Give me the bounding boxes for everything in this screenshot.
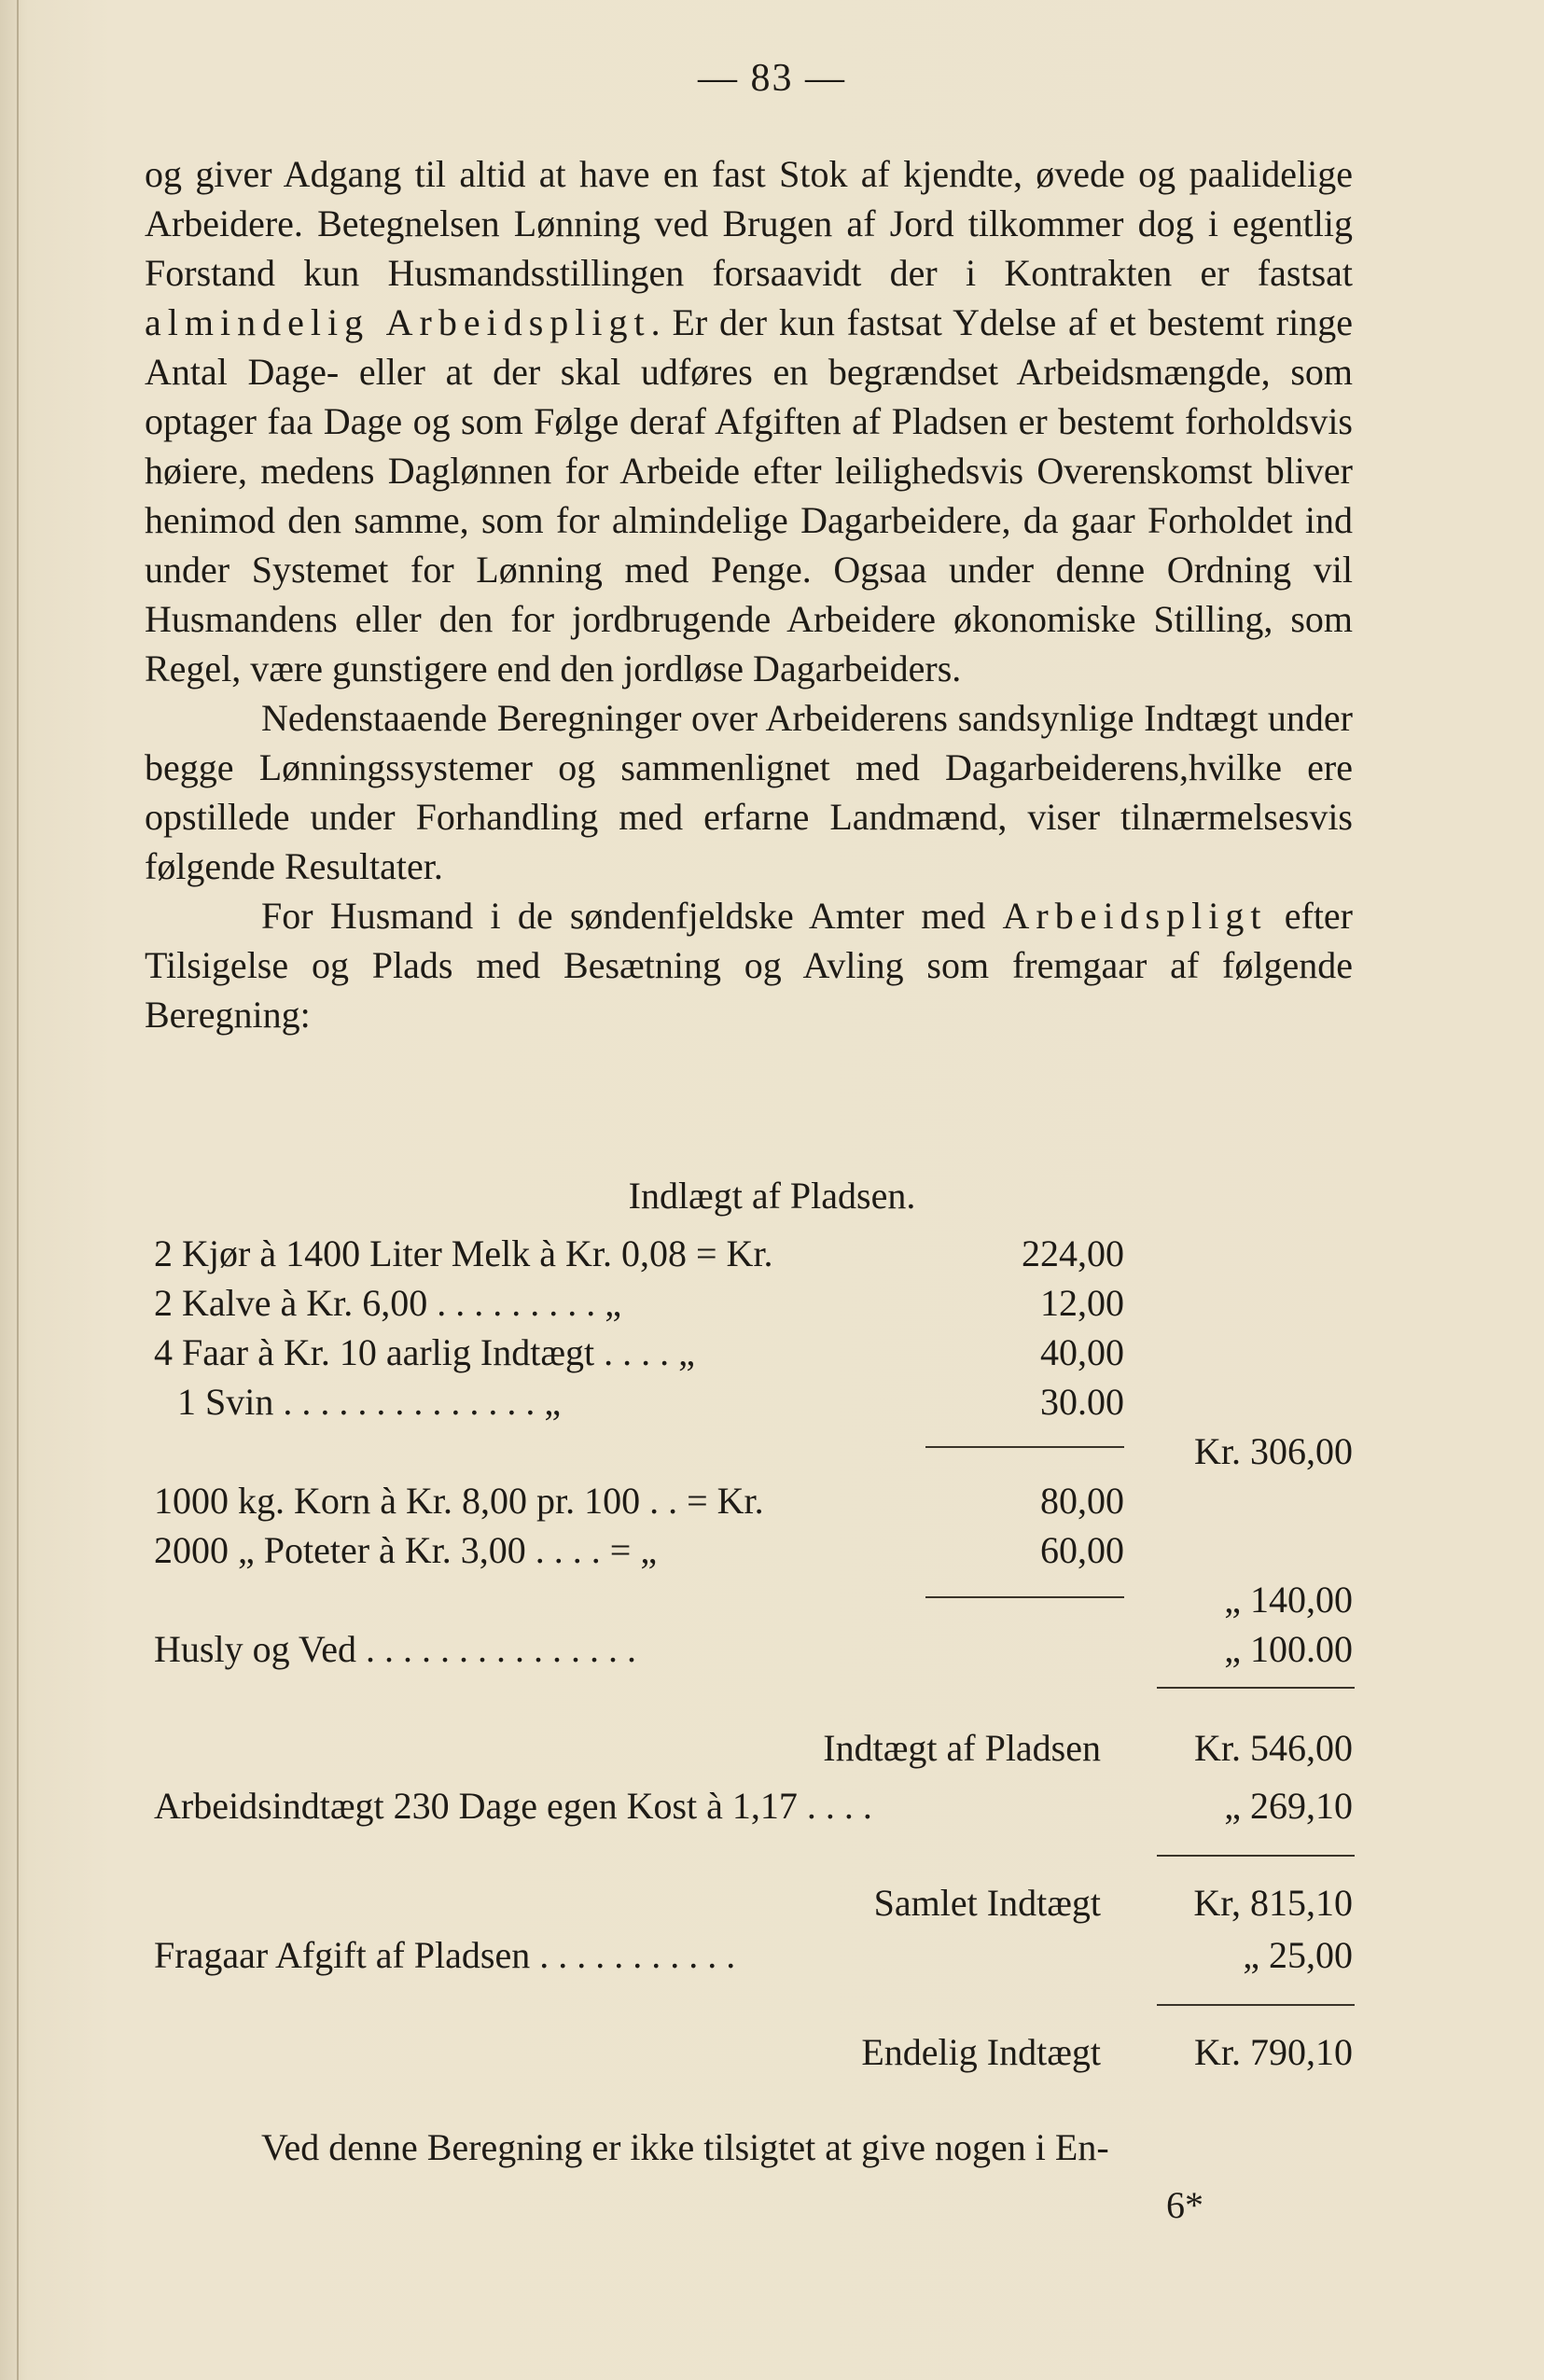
summary-label: Samlet Indtægt [873,1882,1101,1924]
paragraph-3-part-a: For Husmand i de søndenfjeldske Amter med [261,895,1003,937]
closing-text [145,2123,1353,2172]
row-label: 1000 kg. Korn à Kr. 8,00 pr. 100 . . = Kr. [154,1480,764,1522]
spaced-term-arbeidspligt-2: Arbeidspligt [1002,895,1268,937]
paragraph-3-part-b: efter Tilsigelse og Plads med Besætning og Avling som fremgaar af følgende Beregning: [145,895,1354,1036]
row-amount: 12,00 [1040,1282,1124,1324]
paragraph-1-part-b: . Er der kun fastsat Ydelse af et bestemt ringe Antal Dage- eller at der skal udføres en begrændset Arbeidsmængde, som optager faa Dage og som Følge deraf Afgiften af Pladsen er bestemt forholdsvis høiere, medens Daglønnen for Arbeide efter leilighedsvis Overenskomst bliver henimod den samme, som for almindelige Dagarbeidere, da gaar Forholdet ind under Systemet for Lønning med Penge. Ogsaa under denne Ordning vil Husmandens eller den for jordbrugende Arbeidere økonomiske Stilling, som Regel, være gunstigere end den jordløse Dagarbeiders. [145,301,1353,689]
row-amount: 40,00 [1040,1331,1124,1373]
paragraph-1-part-a: og giver Adgang til altid at have en fast Stok af kjendte, øvede og paalidelige Arbeidere. Betegnelsen Lønning ved Brugen af Jord tilkommer dog i egentlig Forstand kun Husmandsstillingen forsaavidt der i Kontrakten er fastsat [145,153,1353,294]
spaced-term-arbeidspligt: almindelig Arbeidspligt [145,301,651,343]
summary-value: Kr, 815,10 [1193,1882,1353,1924]
page-number: — 83 — [698,57,846,100]
row-label: 4 Faar à Kr. 10 aarlig Indtægt . . . . „ [154,1331,695,1373]
paragraph-2: Nedenstaaende Beregninger over Arbeiderens sandsynlige Indtægt under begge Lønningssystemer og sammenlignet med Dagarbeiderens,hvilke ere opstillede under Forhandling med erfarne Landmænd, viser tilnærmelsesvis følgende Resultater. [145,697,1353,887]
row-subtotal: „ 140,00 [1224,1579,1353,1621]
summary-label: Endelig Indtægt [861,2031,1101,2073]
summary-row [0,1881,1544,1929]
row-subtotal: „ 100.00 [1224,1628,1353,1670]
table-row [0,1479,1544,1527]
row-label: 2 Kalve à Kr. 6,00 . . . . . . . . . „ [154,1282,622,1324]
row-subtotal: Kr. 306,00 [1194,1430,1353,1472]
table-row [0,1627,1544,1676]
table-heading: Indlægt af Pladsen. [628,1175,916,1217]
total-rule [1157,1855,1355,1857]
table-row [0,1281,1544,1329]
table-row [0,1330,1544,1379]
summary-value: Kr. 546,00 [1194,1727,1353,1769]
summary-value: „ 269,10 [1224,1785,1353,1827]
total-rule [1157,1687,1355,1689]
row-label: 2 Kjør à 1400 Liter Melk à Kr. 0,08 = Kr. [154,1232,773,1274]
table-row [0,1232,1544,1280]
row-amount: 80,00 [1040,1480,1124,1522]
row-label: 2000 „ Poteter à Kr. 3,00 . . . . = „ [154,1529,658,1571]
summary-label: Fragaar Afgift af Pladsen . . . . . . . . . . . [154,1934,736,1976]
table-row [0,1429,1544,1478]
row-amount: 224,00 [1022,1232,1124,1274]
row-label: Husly og Ved . . . . . . . . . . . . . . . [154,1628,637,1670]
summary-label: Arbeidsindtægt 230 Dage egen Kost à 1,17 . . . . [154,1785,872,1827]
row-amount: 60,00 [1040,1529,1124,1571]
summary-value: „ 25,00 [1243,1934,1353,1976]
signature-mark: 6* [1166,2184,1203,2226]
summary-label: Indtægt af Pladsen [823,1727,1101,1769]
summary-row [0,1784,1544,1832]
table-row [0,1578,1544,1626]
summary-row [0,1726,1544,1775]
table-row [0,1528,1544,1577]
table-row [0,1380,1544,1428]
row-label: 1 Svin . . . . . . . . . . . . . . „ [177,1381,562,1423]
summary-row [0,1933,1544,1982]
summary-row [0,2030,1544,2079]
row-amount: 30.00 [1040,1381,1124,1423]
closing-line: Ved denne Beregning er ikke tilsigtet at give nogen i En- [261,2126,1109,2168]
summary-value: Kr. 790,10 [1194,2031,1353,2073]
total-rule [1157,2004,1355,2006]
table-heading-row [0,1174,1544,1222]
